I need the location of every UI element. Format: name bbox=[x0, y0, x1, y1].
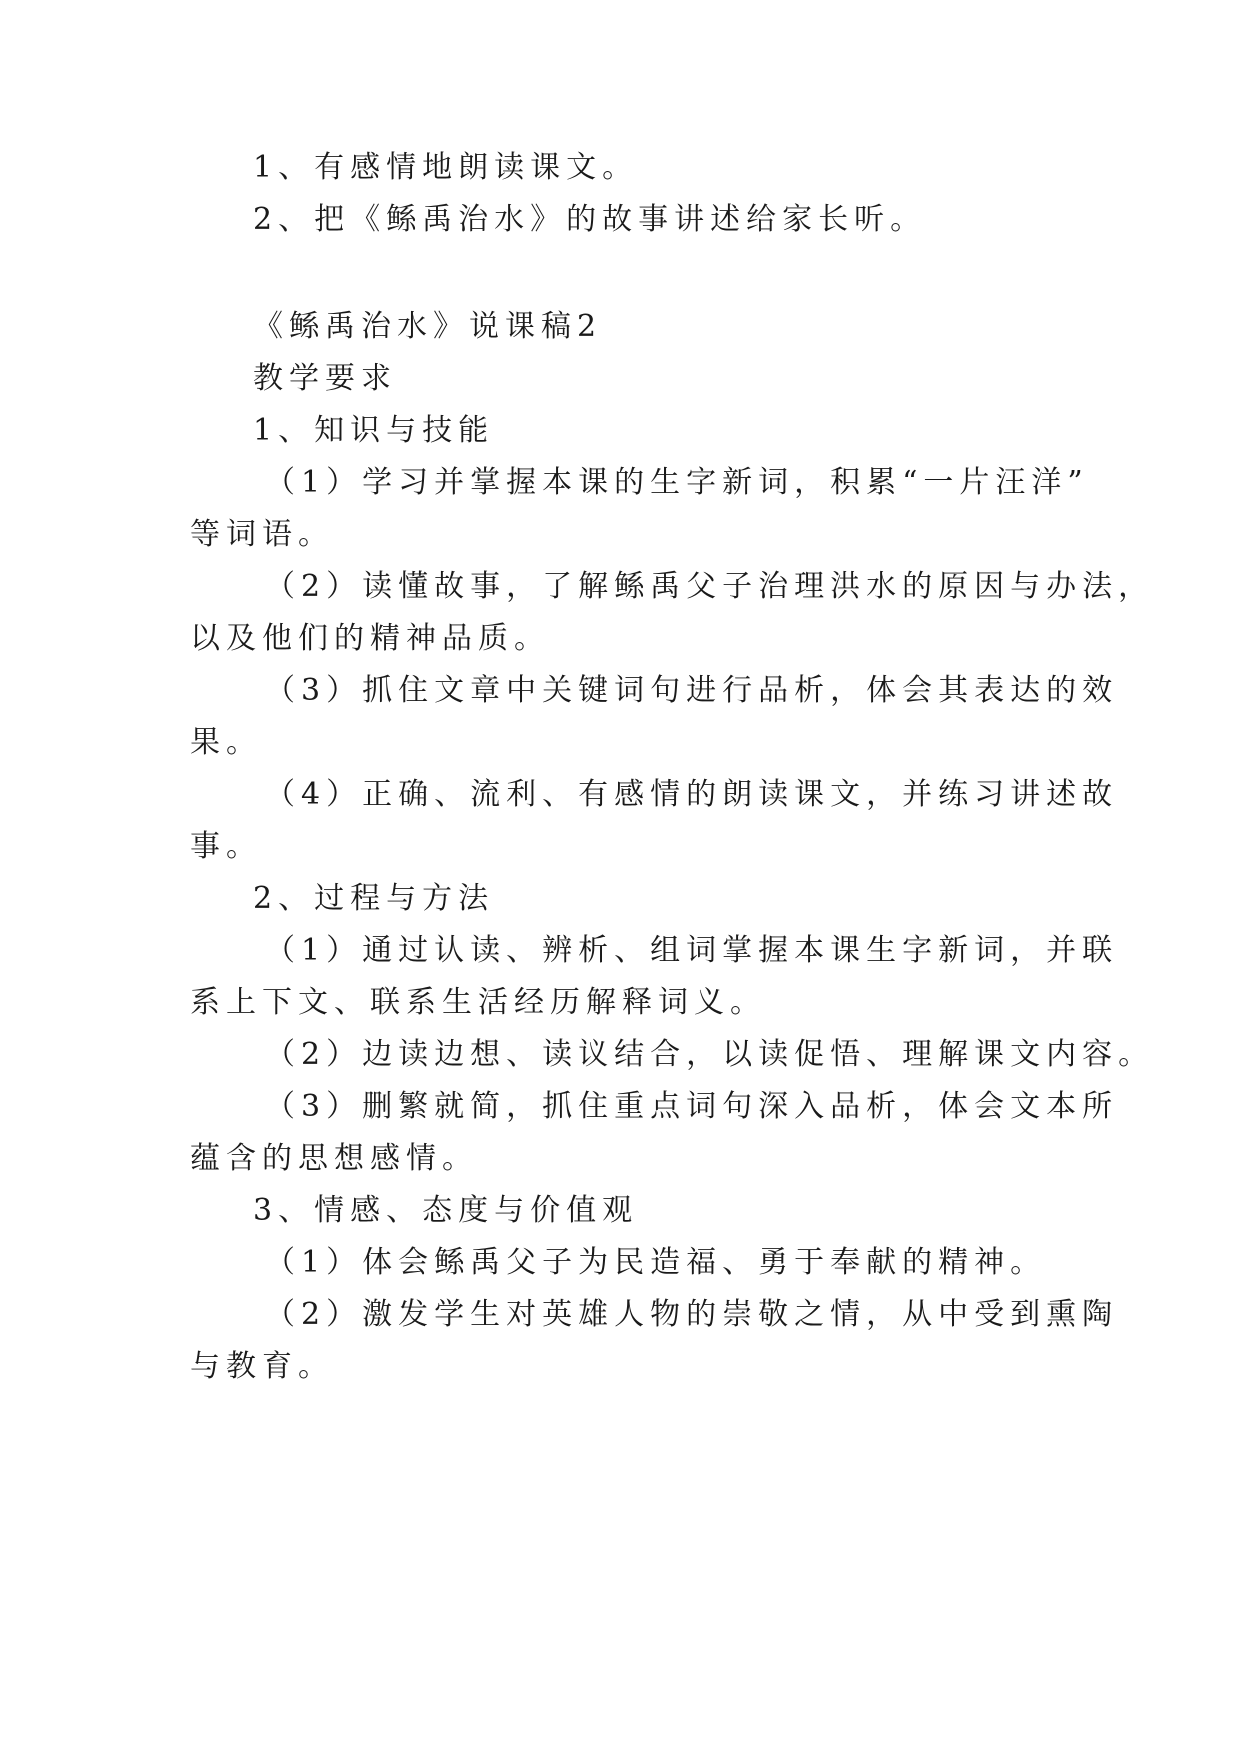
process-item-3-line-2: 蕴含的思想感情。 bbox=[190, 1141, 478, 1176]
emotion-item-2-line-1: （2）激发学生对英雄人物的崇敬之情，从中受到熏陶 bbox=[265, 1297, 1119, 1332]
emotion-item-1-line-1: （1）体会鲧禹父子为民造福、勇于奉献的精神。 bbox=[265, 1245, 1047, 1280]
homework-item-2: 2、把《鲧禹治水》的故事讲述给家长听。 bbox=[253, 202, 927, 237]
process-item-1-line-1: （1）通过认读、辨析、组词掌握本课生字新词，并联 bbox=[265, 933, 1119, 968]
emotion-heading: 3、情感、态度与价值观 bbox=[253, 1193, 639, 1228]
knowledge-item-4-line-1: （4）正确、流利、有感情的朗读课文，并练习讲述故 bbox=[265, 777, 1119, 812]
knowledge-item-3-line-1: （3）抓住文章中关键词句进行品析，体会其表达的效 bbox=[265, 673, 1119, 708]
emotion-item-2-line-2: 与教育。 bbox=[190, 1349, 334, 1384]
process-heading: 2、过程与方法 bbox=[253, 881, 495, 916]
knowledge-item-2-line-1: （2）读懂故事，了解鲧禹父子治理洪水的原因与办法， bbox=[265, 569, 1155, 604]
knowledge-item-1-line-2: 等词语。 bbox=[190, 517, 334, 552]
process-item-1-line-2: 系上下文、联系生活经历解释词义。 bbox=[190, 985, 766, 1020]
knowledge-heading: 1、知识与技能 bbox=[253, 413, 495, 448]
knowledge-item-2-line-2: 以及他们的精神品质。 bbox=[190, 621, 550, 656]
knowledge-item-1-line-1: （1）学习并掌握本课的生字新词，积累“一片汪洋” bbox=[265, 465, 1089, 500]
section-title: 《鲧禹治水》说课稿2 bbox=[253, 309, 603, 344]
process-item-2-line-1: （2）边读边想、读议结合，以读促悟、理解课文内容。 bbox=[265, 1037, 1155, 1072]
process-item-3-line-1: （3）删繁就简，抓住重点词句深入品析，体会文本所 bbox=[265, 1089, 1119, 1124]
homework-item-1: 1、有感情地朗读课文。 bbox=[253, 150, 639, 185]
knowledge-item-3-line-2: 果。 bbox=[190, 725, 262, 760]
requirements-heading: 教学要求 bbox=[253, 361, 397, 396]
knowledge-item-4-line-2: 事。 bbox=[190, 829, 262, 864]
